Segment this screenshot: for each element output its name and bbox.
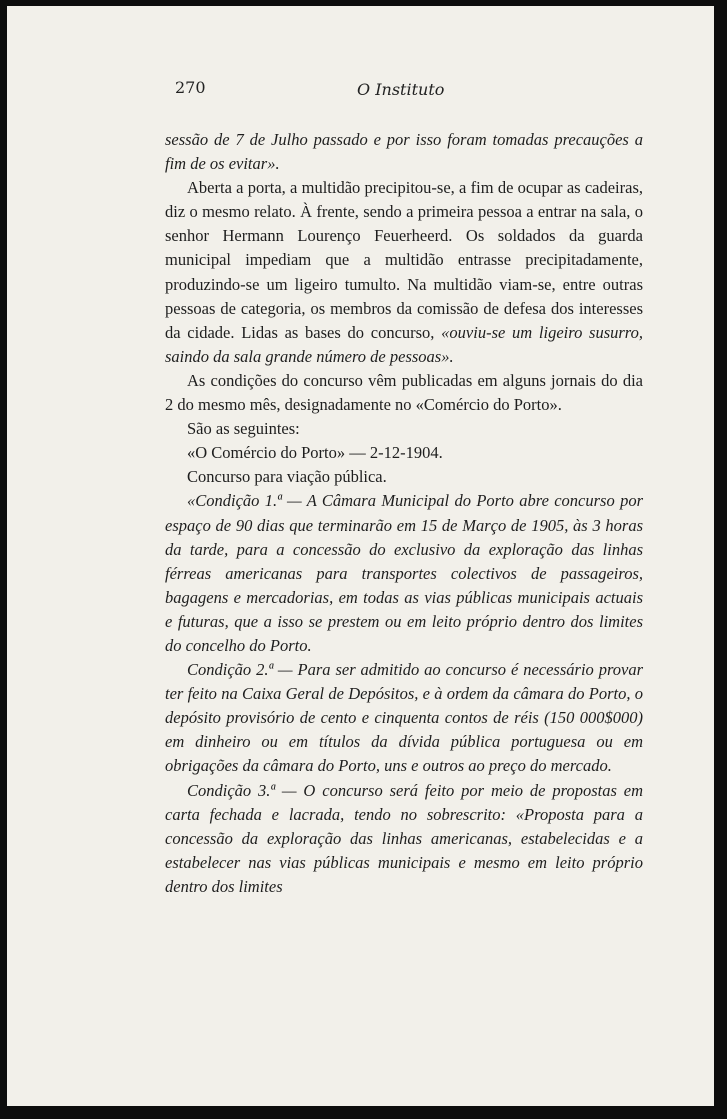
concurso-title: Concurso para viação pública. (187, 467, 387, 487)
book-page (7, 6, 714, 1106)
page-number: 270 (175, 78, 206, 97)
condition-1: «Condição 1.ª — A Câmara Municipal do Porto abre concurso por espaço de 90 dias que terminarão em 15 de Março de 1905, às 3 horas da tarde, para a concessão do exclusivo da exploração das linhas férreas americanas para transportes colectivos de passageiros, bagagens e mercadorias, em todas as vias públicas municipais actuais e futuras, que a isso se prestem ou em leito próprio dentro dos limites do concelho do Porto. (165, 491, 643, 655)
newspaper-dateline: «O Comércio do Porto» — 2-12-1904. (187, 443, 443, 463)
page-header (167, 78, 644, 106)
condition-3: Condição 3.ª — O concurso será feito por meio de propostas em carta fechada e lacrada, tendo no sobrescrito: «Proposta para a concessão da exploração das linhas americanas, estabelecidas e a estabelecer nas vias públicas municipais e mesmo em leito próprio dentro dos limites (165, 780, 643, 896)
paragraph-conditions-published: As condições do concurso vêm publicadas em alguns jornais do dia 2 do mesmo mês, designadamente no «Comércio do Porto». (165, 370, 643, 415)
paragraph-following: São as seguintes: (187, 419, 300, 439)
running-head: O Instituto (357, 80, 445, 99)
paragraph-opening-door (165, 176, 643, 369)
paragraph-opening-door-text: Aberta a porta, a multidão precipitou-se, a fim de ocupar as cadeiras, diz o mesmo relato. À frente, sendo a primeira pessoa a entrar na sala, o senhor Hermann Lourenço Feuerheerd. Os soldados da guarda municipal impediam que a multidão entrasse precipitadamente, produzindo-se um ligeiro tumulto. Na multidão viam-se, entre outras pessoas de categoria, os membros da comissão de defesa dos interesses da cidade. Lidas as bases do concurso, (165, 178, 643, 342)
body-text (165, 128, 643, 899)
quote-murmur: «ouviu-se um ligeiro susurro, saindo da sala grande número de pessoas». (165, 322, 643, 366)
condition-2: Condição 2.ª — Para ser admitido ao concurso é necessário provar ter feito na Caixa Geral de Depósitos, e à ordem da câmara do Porto, o depósito provisório de cento e cinquenta contos de réis (150 000$000) em dinheiro ou em títulos da dívida pública portuguesa ou em obrigações da câmara do Porto, uns e outros ao preço do mercado. (165, 660, 643, 776)
paragraph-continuation: sessão de 7 de Julho passado e por isso foram tomadas precauções a fim de os evitar». (165, 130, 643, 174)
